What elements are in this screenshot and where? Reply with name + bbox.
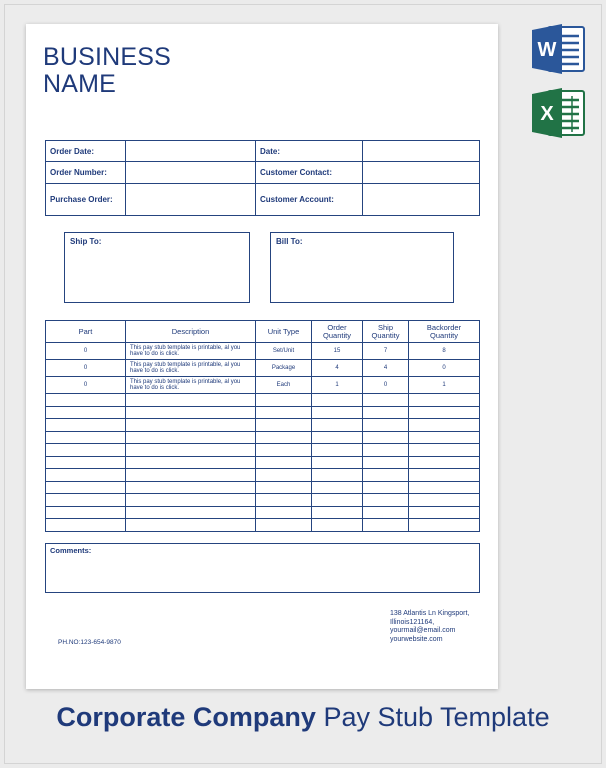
empty-cell[interactable] [126,406,256,419]
unit-type-cell[interactable]: Each [256,377,312,394]
empty-cell[interactable] [256,456,312,469]
unit-type-cell[interactable]: Set/Unit [256,343,312,360]
customer-contact-label: Customer Contact: [256,162,363,184]
empty-cell[interactable] [312,494,363,507]
empty-cell[interactable] [363,519,409,532]
purchase-order-field[interactable] [126,184,256,216]
order-date-field[interactable] [126,141,256,162]
table-row [46,377,480,394]
empty-cell[interactable] [46,506,126,519]
empty-cell[interactable] [256,444,312,457]
page-caption: Corporate Company Pay Stub Template [56,702,550,732]
backorder-quantity-cell[interactable]: 8 [409,343,480,360]
empty-cell[interactable] [312,431,363,444]
empty-cell[interactable] [363,431,409,444]
ship-to-box[interactable] [64,232,250,303]
empty-cell[interactable] [409,456,480,469]
empty-cell[interactable] [256,394,312,407]
empty-cell[interactable] [256,481,312,494]
word-icon[interactable] [532,24,586,74]
order-date-label: Order Date: [46,141,126,162]
empty-cell[interactable] [126,519,256,532]
empty-table-row [46,456,480,469]
empty-cell[interactable] [409,481,480,494]
empty-table-row [46,419,480,432]
empty-cell[interactable] [312,419,363,432]
svg-text:X: X [540,103,554,125]
items-table [45,320,480,532]
bill-to-box[interactable] [270,232,454,303]
date-field[interactable] [363,141,480,162]
ship-quantity-cell[interactable]: 7 [363,343,409,360]
order-quantity-cell[interactable]: 4 [312,360,363,377]
empty-cell[interactable] [46,494,126,507]
empty-table-row [46,494,480,507]
empty-cell[interactable] [312,444,363,457]
empty-cell[interactable] [363,419,409,432]
header-backorder-quantity: Backorder Quantity [409,321,480,343]
empty-cell[interactable] [126,506,256,519]
empty-cell[interactable] [256,506,312,519]
header-unit-type: Unit Type [256,321,312,343]
phone-number: PH.NO:123-654-9870 [58,639,121,646]
ship-quantity-cell[interactable]: 4 [363,360,409,377]
empty-cell[interactable] [409,519,480,532]
empty-cell[interactable] [256,469,312,482]
empty-cell[interactable] [363,456,409,469]
empty-cell[interactable] [312,469,363,482]
header-ship-quantity: Ship Quantity [363,321,409,343]
empty-cell[interactable] [46,444,126,457]
order-number-label: Order Number: [46,162,126,184]
order-quantity-cell[interactable]: 15 [312,343,363,360]
table-row [46,343,480,360]
order-quantity-cell[interactable]: 1 [312,377,363,394]
company-address: 138 Atlantis Ln Kingsport, Illinois121164, yourmail@email.com yourwebsite.com [390,610,470,643]
empty-cell[interactable] [46,481,126,494]
empty-cell[interactable] [126,456,256,469]
empty-cell[interactable] [409,406,480,419]
customer-contact-field[interactable] [363,162,480,184]
empty-cell[interactable] [312,456,363,469]
part-cell[interactable]: 0 [46,377,126,394]
description-cell[interactable]: This pay stub template is printable, al you have to do is click. [126,343,256,360]
customer-account-label: Customer Account: [256,184,363,216]
ship-quantity-cell[interactable]: 0 [363,377,409,394]
empty-cell[interactable] [126,444,256,457]
table-row [46,360,480,377]
empty-cell[interactable] [46,419,126,432]
empty-cell[interactable] [256,519,312,532]
unit-type-cell[interactable]: Package [256,360,312,377]
empty-cell[interactable] [409,494,480,507]
empty-cell[interactable] [363,444,409,457]
comments-label: Comments: [50,546,92,555]
excel-icon[interactable] [532,88,586,138]
part-cell[interactable]: 0 [46,360,126,377]
description-cell[interactable]: This pay stub template is printable, al you have to do is click. [126,377,256,394]
comments-box[interactable] [45,543,480,593]
purchase-order-label: Purchase Order: [46,184,126,216]
empty-table-row [46,431,480,444]
empty-cell[interactable] [46,431,126,444]
bill-to-label: Bill To: [276,237,303,246]
empty-cell[interactable] [409,419,480,432]
empty-cell[interactable] [363,481,409,494]
empty-cell[interactable] [363,494,409,507]
document-sheet [26,24,498,689]
empty-cell[interactable] [256,419,312,432]
customer-account-field[interactable] [363,184,480,216]
empty-cell[interactable] [312,394,363,407]
empty-cell[interactable] [46,394,126,407]
business-name: BUSINESS NAME [43,43,172,98]
empty-cell[interactable] [256,494,312,507]
backorder-quantity-cell[interactable]: 0 [409,360,480,377]
empty-cell[interactable] [312,481,363,494]
empty-cell[interactable] [409,431,480,444]
empty-table-row [46,481,480,494]
empty-cell[interactable] [46,469,126,482]
empty-table-row [46,406,480,419]
empty-cell[interactable] [126,431,256,444]
svg-text:W: W [537,39,557,61]
empty-table-row [46,519,480,532]
order-info-table [45,140,480,216]
header-part: Part [46,321,126,343]
empty-table-row [46,506,480,519]
header-description: Description [126,321,256,343]
empty-cell[interactable] [126,394,256,407]
empty-cell[interactable] [126,469,256,482]
description-cell[interactable]: This pay stub template is printable, al you have to do is click. [126,360,256,377]
empty-cell[interactable] [312,519,363,532]
empty-cell[interactable] [363,506,409,519]
empty-cell[interactable] [126,494,256,507]
empty-table-row [46,394,480,407]
empty-cell[interactable] [256,431,312,444]
empty-cell[interactable] [363,469,409,482]
empty-cell[interactable] [312,506,363,519]
empty-cell[interactable] [46,406,126,419]
empty-table-row [46,469,480,482]
empty-cell[interactable] [256,406,312,419]
empty-cell[interactable] [46,519,126,532]
empty-cell[interactable] [409,469,480,482]
empty-cell[interactable] [409,506,480,519]
backorder-quantity-cell[interactable]: 1 [409,377,480,394]
empty-cell[interactable] [409,394,480,407]
empty-cell[interactable] [46,456,126,469]
header-order-quantity: Order Quantity [312,321,363,343]
empty-cell[interactable] [126,481,256,494]
order-number-field[interactable] [126,162,256,184]
ship-to-label: Ship To: [70,237,102,246]
empty-table-row [46,444,480,457]
date-label: Date: [256,141,363,162]
empty-cell[interactable] [363,406,409,419]
part-cell[interactable]: 0 [46,343,126,360]
empty-cell[interactable] [409,444,480,457]
empty-cell[interactable] [363,394,409,407]
empty-cell[interactable] [126,419,256,432]
empty-cell[interactable] [312,406,363,419]
